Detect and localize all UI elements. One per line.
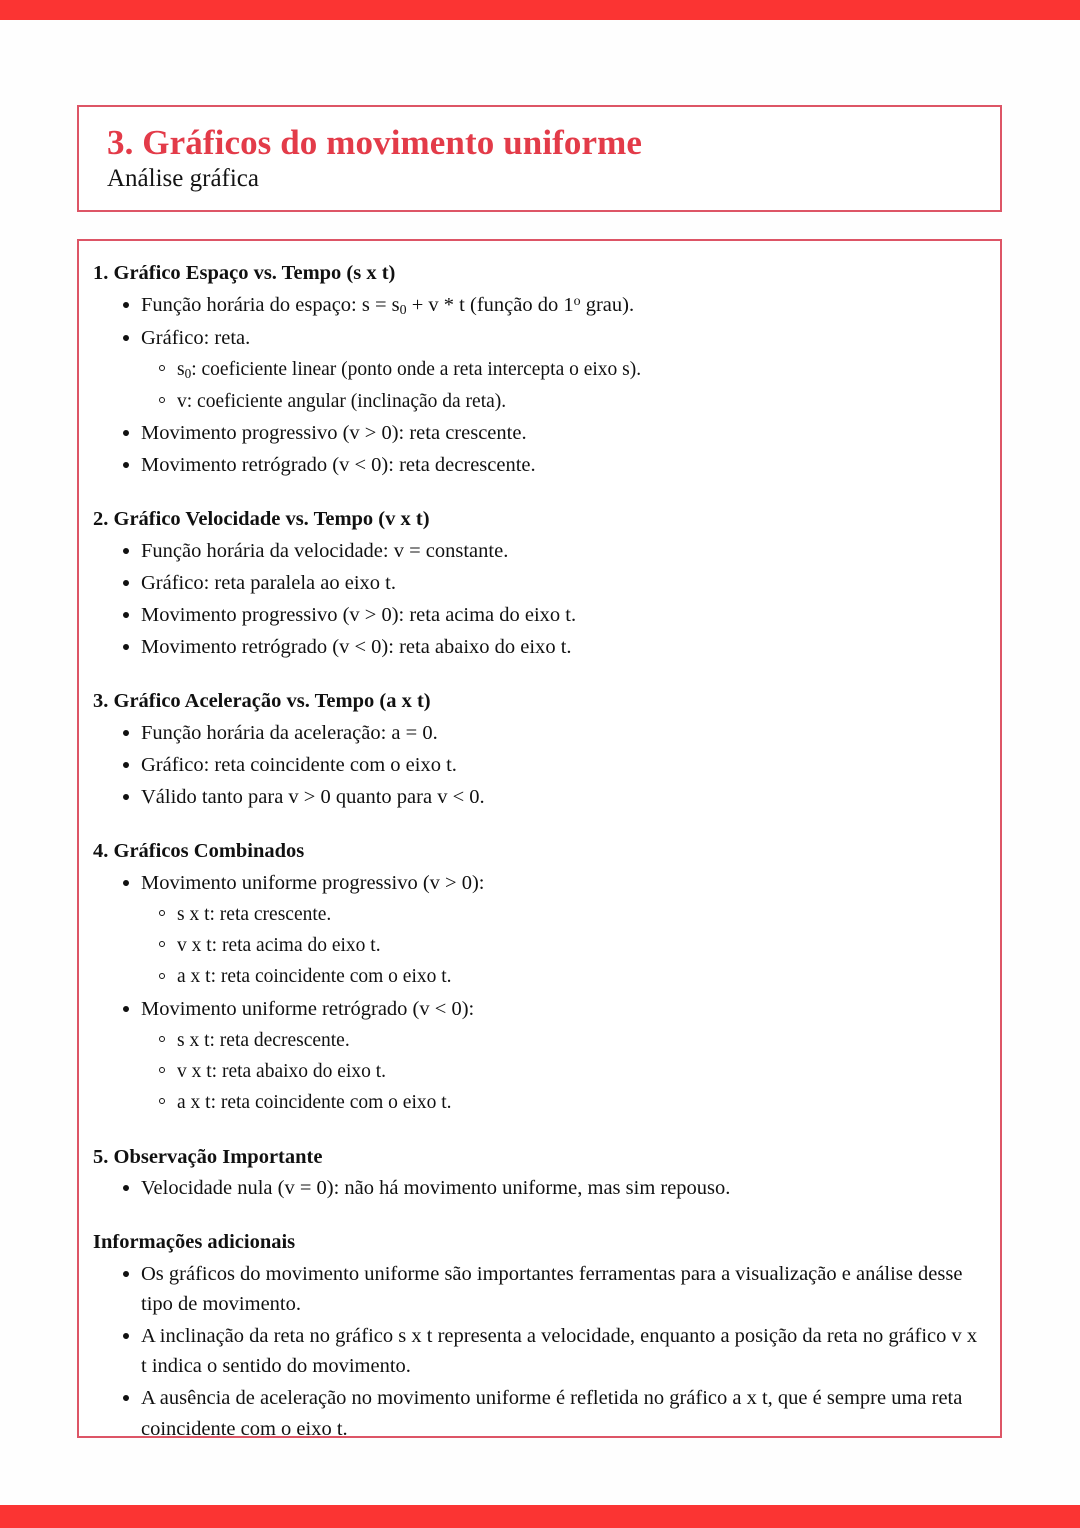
bullet-list — [93, 718, 978, 812]
bullet-disc-icon — [123, 880, 129, 886]
sub-list-item — [141, 931, 978, 960]
list-item-text: Movimento retrógrado (v < 0): reta decrescente. — [141, 453, 536, 476]
list-item — [93, 868, 978, 992]
list-item-text: Velocidade nula (v = 0): não há movimento uniforme, mas sim repouso. — [141, 1177, 731, 1200]
document-page — [0, 20, 1080, 1505]
bullet-circle-icon — [159, 365, 165, 371]
header-content — [79, 107, 1000, 194]
bullet-disc-icon — [123, 335, 129, 341]
list-item — [93, 418, 978, 448]
bullet-circle-icon — [159, 397, 165, 403]
list-item-text: Função horária do espaço: $s = s_0 + v * t$ (função do 1$^o$ grau). — [141, 293, 635, 318]
list-item — [93, 1321, 978, 1381]
bullet-circle-icon — [159, 973, 165, 979]
sub-list-item — [141, 962, 978, 991]
sub-list-item-text: $s_0$: coeficiente linear (ponto onde a reta intercepta o eixo s). — [177, 359, 642, 382]
bullet-circle-icon — [159, 1098, 165, 1104]
bullet-disc-icon — [123, 794, 129, 800]
document-section — [93, 689, 978, 812]
section-heading: 4. Gráficos Combinados — [93, 840, 305, 863]
document-header-box — [77, 105, 1002, 212]
page-title: 3. Gráficos do movimento uniforme — [107, 123, 643, 162]
bottom-accent-band — [0, 1505, 1080, 1528]
list-item — [93, 323, 978, 416]
sub-list-item-text: a x t: reta coincidente com o eixo t. — [177, 966, 452, 988]
sub-list-item-text: a x t: reta coincidente com o eixo t. — [177, 1092, 452, 1114]
list-item-text: Função horária da aceleração: a = 0. — [141, 721, 438, 744]
list-item-text: Os gráficos do movimento uniforme são importantes ferramentas para a visualização e análise desse tipo de movimento. — [141, 1262, 963, 1316]
list-item — [93, 450, 978, 480]
sub-list-item-text: v x t: reta acima do eixo t. — [177, 935, 381, 957]
list-item-text: Gráfico: reta coincidente com o eixo t. — [141, 753, 457, 776]
list-item-text: Movimento progressivo (v > 0): reta crescente. — [141, 421, 527, 444]
bullet-disc-icon — [123, 1006, 129, 1012]
document-section — [93, 507, 978, 662]
bullet-disc-icon — [123, 762, 129, 768]
bullet-list — [93, 868, 978, 1118]
list-item — [93, 1259, 978, 1319]
bullet-disc-icon — [123, 1333, 129, 1339]
document-section — [93, 839, 978, 1117]
sub-list-item — [141, 1088, 978, 1117]
sub-bullet-list — [141, 900, 978, 992]
list-item — [93, 1173, 978, 1203]
bullet-list — [93, 1259, 978, 1444]
list-item-text: Movimento progressivo (v > 0): reta acima do eixo t. — [141, 603, 577, 626]
sub-list-item — [141, 387, 978, 416]
section-heading: 1. Gráfico Espaço vs. Tempo (s x t) — [93, 262, 396, 284]
sub-list-item — [141, 900, 978, 929]
list-item — [93, 1383, 978, 1443]
bullet-disc-icon — [123, 730, 129, 736]
bullet-list — [93, 290, 978, 480]
bullet-disc-icon — [123, 430, 129, 436]
bullet-circle-icon — [159, 910, 165, 916]
list-item — [93, 290, 978, 322]
bullet-disc-icon — [123, 548, 129, 554]
list-item — [93, 568, 978, 598]
list-item-text: A inclinação da reta no gráfico s x t representa a velocidade, enquanto a posição da reta no gráfico v x t indica o sentido do movimento. — [141, 1325, 978, 1378]
bullet-disc-icon — [123, 1185, 129, 1191]
list-item — [93, 536, 978, 566]
list-item-text: Gráfico: reta. — [141, 327, 251, 350]
bullet-disc-icon — [123, 1271, 129, 1277]
bullet-disc-icon — [123, 612, 129, 618]
sub-list-item — [141, 1057, 978, 1086]
list-item-text: A ausência de aceleração no movimento uniforme é refletida no gráfico a x t, que é sempre uma reta coincidente com o eixo t. — [141, 1387, 963, 1440]
document-section — [93, 1230, 978, 1443]
sub-list-item-text: v: coeficiente angular (inclinação da reta). — [177, 390, 507, 412]
list-item-text: Válido tanto para v > 0 quanto para v < 0. — [141, 786, 485, 809]
page-subtitle: Análise gráfica — [107, 165, 260, 193]
sub-list-item-text: s x t: reta crescente. — [177, 903, 332, 925]
list-item — [93, 782, 978, 812]
document-content-box — [77, 239, 1002, 1438]
list-item — [93, 994, 978, 1118]
bullet-disc-icon — [123, 644, 129, 650]
document-section — [93, 261, 978, 480]
list-item — [93, 718, 978, 748]
sub-bullet-list — [141, 1026, 978, 1118]
list-item-text: Movimento uniforme retrógrado (v < 0): — [141, 997, 475, 1020]
list-item-text: Movimento uniforme progressivo (v > 0): — [141, 871, 485, 894]
bullet-circle-icon — [159, 941, 165, 947]
section-heading: 2. Gráfico Velocidade vs. Tempo (v x t) — [93, 508, 430, 531]
bullet-disc-icon — [123, 580, 129, 586]
top-accent-band — [0, 0, 1080, 20]
bullet-list — [93, 536, 978, 663]
list-item — [93, 600, 978, 630]
bullet-circle-icon — [159, 1067, 165, 1073]
sub-list-item-text: v x t: reta abaixo do eixo t. — [177, 1061, 387, 1083]
section-heading: 5. Observação Importante — [93, 1145, 323, 1168]
sub-list-item — [141, 1026, 978, 1055]
bullet-disc-icon — [123, 302, 129, 308]
sub-list-item — [141, 355, 978, 384]
list-item — [93, 750, 978, 780]
document-section — [93, 1145, 978, 1204]
bullet-list — [93, 1173, 978, 1203]
sub-bullet-list — [141, 355, 978, 416]
list-item-text: Movimento retrógrado (v < 0): reta abaixo do eixo t. — [141, 636, 572, 659]
bullet-circle-icon — [159, 1036, 165, 1042]
section-heading: Informações adicionais — [93, 1231, 296, 1254]
section-heading: 3. Gráfico Aceleração vs. Tempo (a x t) — [93, 690, 431, 713]
list-item-text: Função horária da velocidade: v = constante. — [141, 539, 509, 562]
bullet-disc-icon — [123, 1395, 129, 1401]
sections-container — [93, 261, 978, 1444]
bullet-disc-icon — [123, 462, 129, 468]
list-item-text: Gráfico: reta paralela ao eixo t. — [141, 571, 396, 594]
list-item — [93, 632, 978, 662]
sub-list-item-text: s x t: reta decrescente. — [177, 1029, 350, 1051]
